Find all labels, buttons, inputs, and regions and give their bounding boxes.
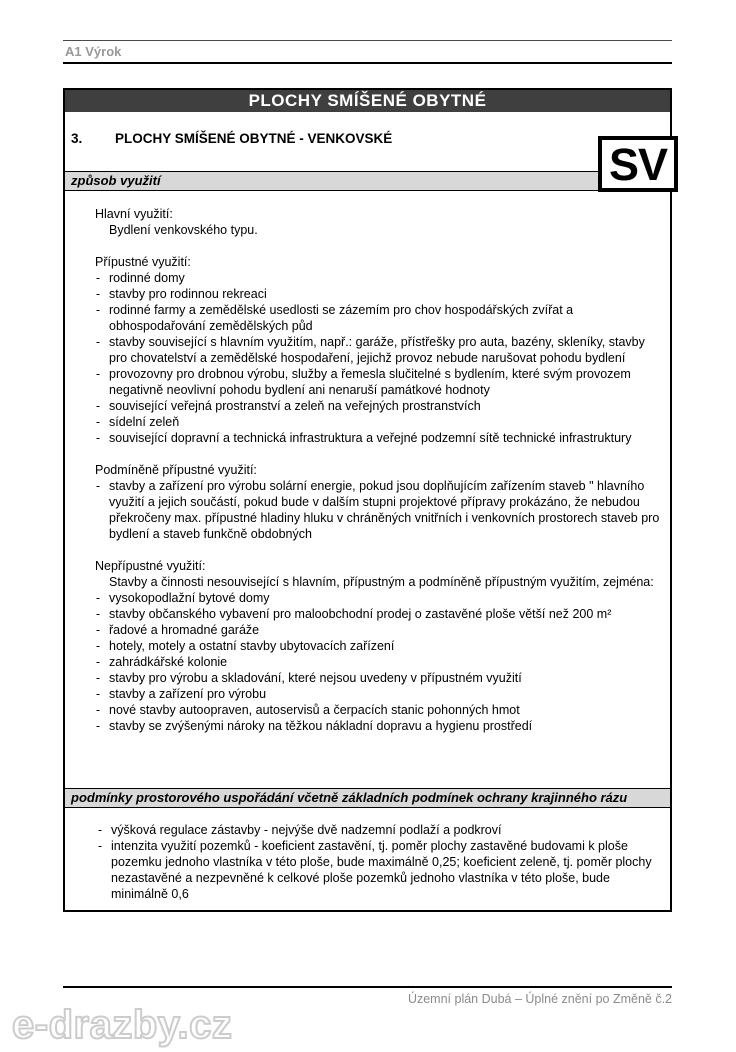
group-heading: Hlavní využití: bbox=[95, 207, 173, 221]
sheet-banner-title: PLOCHY SMÍŠENÉ OBYTNÉ bbox=[65, 90, 670, 112]
bullet-text: rodinné farmy a zemědělské usedlosti se zázemím pro chov hospodářských zvířat a obhospodařování zemědělských půd bbox=[109, 303, 574, 333]
bullet-dash: - bbox=[98, 839, 103, 853]
bullet-text: stavby a zařízení pro výrobu solární energie, pokud jsou doplňujícím zařízením staveb " hlavního využití a jejich součástí, pokud bude v dalším stupni projektové přípravy prokázáno, že nebudou překročeny max. přípustné hladiny hluku v chráněných vnitřních i venkovních prostorech staveb pro bydlení a staveb funkčně obdobných bbox=[109, 479, 660, 541]
bullet-item bbox=[95, 654, 662, 670]
section-title: PLOCHY SMÍŠENÉ OBYTNÉ - VENKOVSKÉ bbox=[115, 131, 393, 146]
bullet-item bbox=[95, 622, 662, 638]
group-heading: Podmíněně přípustné využití: bbox=[95, 463, 257, 477]
usage-content bbox=[65, 191, 670, 788]
usage-group bbox=[95, 206, 662, 238]
bullet-text: provozovny pro drobnou výrobu, služby a řemesla slučitelné s bydlením, které svým provozem negativně neovlivní pohodu bydlení ani nenaruší památkové hodnoty bbox=[109, 367, 631, 397]
bullet-item bbox=[95, 270, 662, 286]
bullet-dash: - bbox=[96, 671, 101, 685]
bullet-item bbox=[95, 414, 662, 430]
bullet-dash: - bbox=[96, 399, 101, 413]
group-intro: Stavby a činnosti nesouvisející s hlavním, přípustným a podmíněně přípustným využitím, zejména: bbox=[109, 575, 654, 589]
bullet-text: vysokopodlažní bytové domy bbox=[109, 591, 270, 605]
bullet-text: rodinné domy bbox=[109, 271, 185, 285]
bullet-item bbox=[95, 606, 662, 622]
usage-section-bar: způsob využití bbox=[65, 171, 670, 191]
bullet-dash: - bbox=[96, 335, 101, 349]
bullet-text: stavby související s hlavním využitím, např.: garáže, přístřešky pro auta, bazény, skleníky, stavby pro chovatelství a zemědělské hospodaření, jejichž provoz nebude narušovat pohodu bydlení bbox=[109, 335, 645, 365]
bullet-dash: - bbox=[96, 367, 101, 381]
bullet-item bbox=[95, 638, 662, 654]
group-heading: Nepřípustné využití: bbox=[95, 559, 206, 573]
bullet-item bbox=[95, 702, 662, 718]
bullet-text: řadové a hromadné garáže bbox=[109, 623, 260, 637]
page-header-label: A1 Výrok bbox=[65, 44, 122, 59]
group-intro: Bydlení venkovského typu. bbox=[109, 223, 258, 237]
page-footer-label: Územní plán Dubá – Úplné znění po Změně č.2 bbox=[407, 992, 672, 1006]
bullet-item bbox=[95, 686, 662, 702]
bullet-text: nové stavby autoopraven, autoservisů a čerpacích stanic pohonných hmot bbox=[109, 703, 520, 717]
bullet-dash: - bbox=[96, 719, 101, 733]
bullet-item bbox=[95, 430, 662, 446]
bullet-item bbox=[95, 398, 662, 414]
bullet-text: stavby a zařízení pro výrobu bbox=[109, 687, 267, 701]
bullet-item bbox=[95, 670, 662, 686]
bullet-dash: - bbox=[96, 287, 101, 301]
group-heading: Přípustné využití: bbox=[95, 255, 191, 269]
bullet-text: stavby se zvýšenými nároky na těžkou nákladní dopravu a hygienu prostředí bbox=[109, 719, 533, 733]
bullet-dash: - bbox=[96, 415, 101, 429]
section-title-inner bbox=[65, 112, 670, 146]
usage-group bbox=[95, 254, 662, 446]
bullet-dash: - bbox=[96, 687, 101, 701]
zoning-sheet bbox=[63, 88, 672, 912]
bullet-dash: - bbox=[96, 623, 101, 637]
bullet-text: stavby občanského vybavení pro maloobchodní prodej o zastavěné ploše větší než 200 m² bbox=[109, 607, 612, 621]
bullet-dash: - bbox=[96, 703, 101, 717]
page-header bbox=[63, 40, 672, 64]
bullet-dash: - bbox=[98, 823, 103, 837]
bullet-item bbox=[95, 286, 662, 302]
bullet-text: hotely, motely a ostatní stavby ubytovacích zařízení bbox=[109, 639, 395, 653]
bullet-dash: - bbox=[96, 639, 101, 653]
bullet-item bbox=[95, 334, 662, 366]
watermark-text: e-drazby.cz bbox=[12, 1003, 233, 1047]
bullet-dash: - bbox=[96, 655, 101, 669]
bullet-text: výšková regulace zástavby - nejvýše dvě nadzemní podlaží a podkroví bbox=[111, 823, 502, 837]
conditions-section-bar: podmínky prostorového uspořádání včetně základních podmínek ochrany krajinného rázu bbox=[65, 788, 670, 808]
zone-code-badge: SV bbox=[598, 136, 678, 192]
bullet-item bbox=[95, 478, 662, 542]
bullet-item bbox=[95, 718, 662, 734]
bullet-text: související veřejná prostranství a zeleň na veřejných prostranstvích bbox=[109, 399, 481, 413]
bullet-dash: - bbox=[96, 479, 101, 493]
section-number: 3. bbox=[71, 131, 83, 146]
bullet-text: intenzita využití pozemků - koeficient zastavění, tj. poměr plochy zastavěné budovami k ploše pozemku jednoho vlastníka v této ploše, bude maximálně 0,25; koeficient zeleně, tj. poměr plochy nezastavěné a nezpevněné k celkové ploše pozemků jednoho vlastníka v této ploše, bude minimálně 0,6 bbox=[111, 839, 652, 901]
bullet-item bbox=[97, 838, 662, 902]
bullet-dash: - bbox=[96, 303, 101, 317]
usage-group bbox=[95, 558, 662, 734]
bullet-text: stavby pro výrobu a skladování, které nejsou uvedeny v přípustném využití bbox=[109, 671, 522, 685]
usage-group bbox=[95, 462, 662, 542]
bullet-item bbox=[95, 590, 662, 606]
bullet-text: sídelní zeleň bbox=[109, 415, 180, 429]
bullet-dash: - bbox=[96, 607, 101, 621]
bullet-dash: - bbox=[96, 431, 101, 445]
bullet-item bbox=[95, 302, 662, 334]
conditions-content bbox=[65, 808, 670, 910]
bullet-dash: - bbox=[96, 271, 101, 285]
bullet-text: související dopravní a technická infrastruktura a veřejné podzemní sítě technické infrastruktury bbox=[109, 431, 632, 445]
bullet-text: zahrádkářské kolonie bbox=[109, 655, 228, 669]
bullet-item bbox=[95, 366, 662, 398]
bullet-item bbox=[97, 822, 662, 838]
bullet-text: stavby pro rodinnou rekreaci bbox=[109, 287, 267, 301]
bullet-dash: - bbox=[96, 591, 101, 605]
